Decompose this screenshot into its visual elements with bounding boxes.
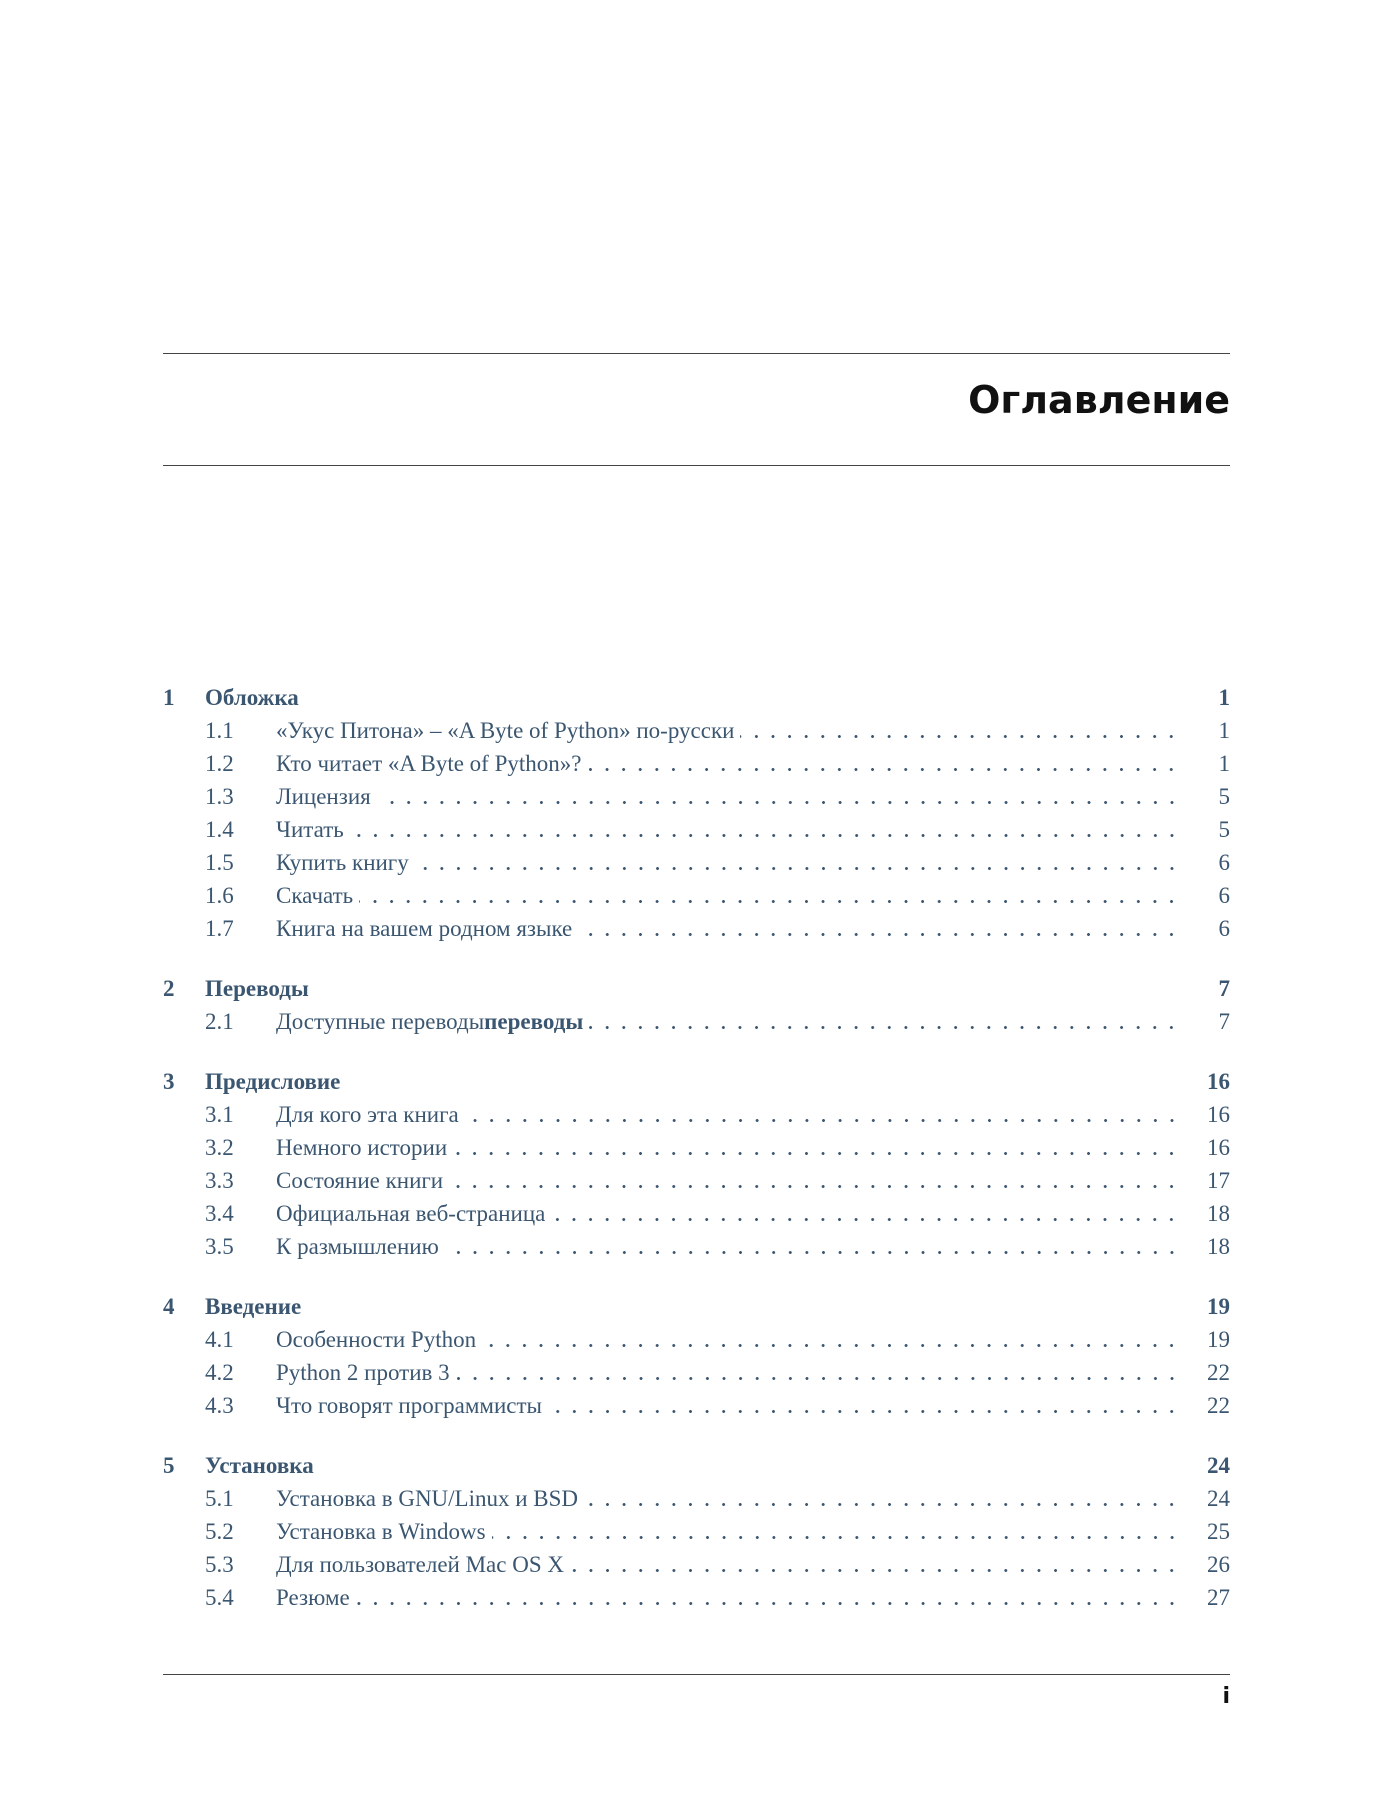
toc-section-entry[interactable] [163, 1197, 1230, 1230]
title-rule [163, 465, 1230, 466]
dot-leader [456, 1356, 1180, 1389]
section-page: 6 [1218, 850, 1230, 875]
section-page: 22 [1207, 1393, 1230, 1418]
toc-section-entry[interactable] [163, 912, 1230, 945]
toc-chapter [163, 681, 1230, 945]
section-title-text: Доступные переводы [276, 1009, 485, 1034]
section-number: 1.5 [205, 850, 234, 875]
chapter-page: 19 [1207, 1294, 1230, 1319]
table-of-contents [163, 681, 1230, 1641]
section-title[interactable] [276, 1548, 564, 1581]
section-number: 1.6 [205, 883, 234, 908]
dot-leader [492, 1515, 1180, 1548]
section-number: 1.3 [205, 784, 234, 809]
toc-section-entry[interactable] [163, 846, 1230, 879]
dot-leader [584, 1482, 1180, 1515]
section-page: 16 [1207, 1102, 1230, 1127]
toc-chapter-entry[interactable] [163, 681, 1230, 714]
toc-chapter-entry[interactable] [163, 972, 1230, 1005]
section-page: 7 [1218, 1009, 1230, 1034]
section-title-bold: переводы [484, 1009, 584, 1034]
section-title[interactable] [276, 1131, 447, 1164]
section-number: 3.3 [205, 1168, 234, 1193]
dot-leader [453, 1131, 1180, 1164]
toc-section-entry[interactable] [163, 1515, 1230, 1548]
section-page: 16 [1207, 1135, 1230, 1160]
section-title-text: Немного истории [276, 1135, 448, 1160]
section-title-text: Установка в Windows [276, 1519, 486, 1544]
section-title[interactable] [276, 747, 581, 780]
section-title-text: Резюме [276, 1585, 350, 1610]
dot-leader [359, 879, 1180, 912]
section-page: 6 [1218, 916, 1230, 941]
section-page: 18 [1207, 1201, 1230, 1226]
chapter-page: 1 [1218, 685, 1230, 710]
section-title-text: Для пользователей Mac OS X [276, 1552, 564, 1577]
section-title[interactable] [276, 780, 371, 813]
dot-leader [449, 1164, 1180, 1197]
toc-section-entry[interactable] [163, 780, 1230, 813]
section-title[interactable] [276, 1515, 486, 1548]
section-number: 3.5 [205, 1234, 234, 1259]
toc-section-entry[interactable] [163, 813, 1230, 846]
section-title[interactable] [276, 714, 734, 747]
chapter-page: 7 [1218, 976, 1230, 1001]
page-title: Оглавление [968, 378, 1230, 422]
section-title-text: Официальная веб-страница [276, 1201, 546, 1226]
section-title[interactable] [276, 1482, 578, 1515]
toc-section-entry[interactable] [163, 1164, 1230, 1197]
toc-chapter [163, 1449, 1230, 1614]
section-title[interactable] [276, 1197, 545, 1230]
section-number: 5.2 [205, 1519, 234, 1544]
section-page: 5 [1218, 817, 1230, 842]
toc-chapter [163, 972, 1230, 1038]
toc-section-entry[interactable] [163, 1323, 1230, 1356]
section-title[interactable] [276, 1389, 542, 1422]
chapter-number: 2 [163, 976, 175, 1001]
section-page: 6 [1218, 883, 1230, 908]
section-title[interactable] [276, 1356, 450, 1389]
section-number: 2.1 [205, 1009, 234, 1034]
footer-rule [163, 1674, 1230, 1675]
chapter-number: 1 [163, 685, 175, 710]
section-page: 17 [1207, 1168, 1230, 1193]
toc-section-entry[interactable] [163, 1482, 1230, 1515]
section-page: 5 [1218, 784, 1230, 809]
section-title[interactable] [276, 1581, 350, 1614]
section-page: 24 [1207, 1486, 1230, 1511]
section-page: 26 [1207, 1552, 1230, 1577]
section-title[interactable] [276, 813, 344, 846]
toc-chapter-entry[interactable] [163, 1290, 1230, 1323]
chapter-title[interactable]: Предисловие [205, 1069, 341, 1094]
section-number: 1.4 [205, 817, 234, 842]
toc-section-entry[interactable] [163, 1131, 1230, 1164]
section-title[interactable] [276, 1230, 439, 1263]
section-page: 19 [1207, 1327, 1230, 1352]
section-title[interactable] [276, 1323, 476, 1356]
section-title-text: Скачать [276, 883, 354, 908]
section-number: 1.2 [205, 751, 234, 776]
dot-leader [445, 1230, 1180, 1263]
section-title[interactable] [276, 879, 353, 912]
section-number: 5.4 [205, 1585, 234, 1610]
dot-leader [350, 813, 1180, 846]
toc-section-entry[interactable] [163, 747, 1230, 780]
section-page: 1 [1218, 751, 1230, 776]
dot-leader [377, 780, 1180, 813]
section-number: 5.1 [205, 1486, 234, 1511]
section-title[interactable] [276, 1164, 443, 1197]
section-title-text: К размышлению [276, 1234, 439, 1259]
toc-section-entry[interactable] [163, 1005, 1230, 1038]
section-title-text: Для кого эта книга [276, 1102, 459, 1127]
dot-leader [482, 1323, 1180, 1356]
dot-leader [465, 1098, 1180, 1131]
section-title-text: Состояние книги [276, 1168, 444, 1193]
section-number: 3.2 [205, 1135, 234, 1160]
section-title-text: Кто читает «A Byte of Python»? [276, 751, 582, 776]
section-page: 18 [1207, 1234, 1230, 1259]
toc-chapter-entry[interactable] [163, 1065, 1230, 1098]
dot-leader [570, 1548, 1180, 1581]
section-number: 4.2 [205, 1360, 234, 1385]
section-number: 1.7 [205, 916, 234, 941]
dot-leader [578, 912, 1180, 945]
section-number: 4.1 [205, 1327, 234, 1352]
section-title-text: Особенности Python [276, 1327, 477, 1352]
chapter-title[interactable]: Переводы [205, 976, 309, 1001]
dot-leader [589, 1005, 1180, 1038]
section-title[interactable] [276, 846, 409, 879]
toc-section-entry[interactable] [163, 1581, 1230, 1614]
page-number: i [1222, 1684, 1230, 1709]
section-page: 1 [1218, 718, 1230, 743]
dot-leader [551, 1197, 1180, 1230]
section-number: 3.1 [205, 1102, 234, 1127]
toc-chapter [163, 1065, 1230, 1263]
section-page: 22 [1207, 1360, 1230, 1385]
toc-section-entry[interactable] [163, 714, 1230, 747]
toc-chapter-entry[interactable] [163, 1449, 1230, 1482]
section-number: 3.4 [205, 1201, 234, 1226]
dot-leader [740, 714, 1180, 747]
toc-section-entry[interactable] [163, 1356, 1230, 1389]
chapter-title[interactable]: Установка [205, 1453, 314, 1478]
top-rule [163, 353, 1230, 354]
section-title-text: Лицензия [276, 784, 371, 809]
section-title-text: Книга на вашем родном языке [276, 916, 573, 941]
toc-section-entry[interactable] [163, 879, 1230, 912]
section-number: 4.3 [205, 1393, 234, 1418]
chapter-page: 24 [1207, 1453, 1230, 1478]
chapter-title[interactable]: Введение [205, 1294, 302, 1319]
section-title-text: Python 2 против 3 [276, 1360, 450, 1385]
dot-leader [415, 846, 1180, 879]
section-title[interactable] [276, 1098, 459, 1131]
section-title[interactable] [276, 1005, 583, 1038]
toc-section-entry[interactable] [163, 1230, 1230, 1263]
chapter-page: 16 [1207, 1069, 1230, 1094]
chapter-number: 4 [163, 1294, 175, 1319]
chapter-number: 5 [163, 1453, 175, 1478]
section-page: 25 [1207, 1519, 1230, 1544]
section-title[interactable] [276, 912, 572, 945]
dot-leader [587, 747, 1180, 780]
section-page: 27 [1207, 1585, 1230, 1610]
section-number: 1.1 [205, 718, 234, 743]
section-title-text: Что говорят программисты [276, 1393, 542, 1418]
section-title-text: «Укус Питона» – «A Byte of Python» по-русски [276, 718, 735, 743]
section-number: 5.3 [205, 1552, 234, 1577]
toc-section-entry[interactable] [163, 1548, 1230, 1581]
toc-chapter [163, 1290, 1230, 1422]
toc-section-entry[interactable] [163, 1098, 1230, 1131]
dot-leader [356, 1581, 1180, 1614]
chapter-title[interactable]: Обложка [205, 685, 299, 710]
section-title-text: Читать [276, 817, 344, 842]
toc-section-entry[interactable] [163, 1389, 1230, 1422]
chapter-number: 3 [163, 1069, 175, 1094]
section-title-text: Купить книгу [276, 850, 409, 875]
dot-leader [548, 1389, 1180, 1422]
section-title-text: Установка в GNU/Linux и BSD [276, 1486, 579, 1511]
